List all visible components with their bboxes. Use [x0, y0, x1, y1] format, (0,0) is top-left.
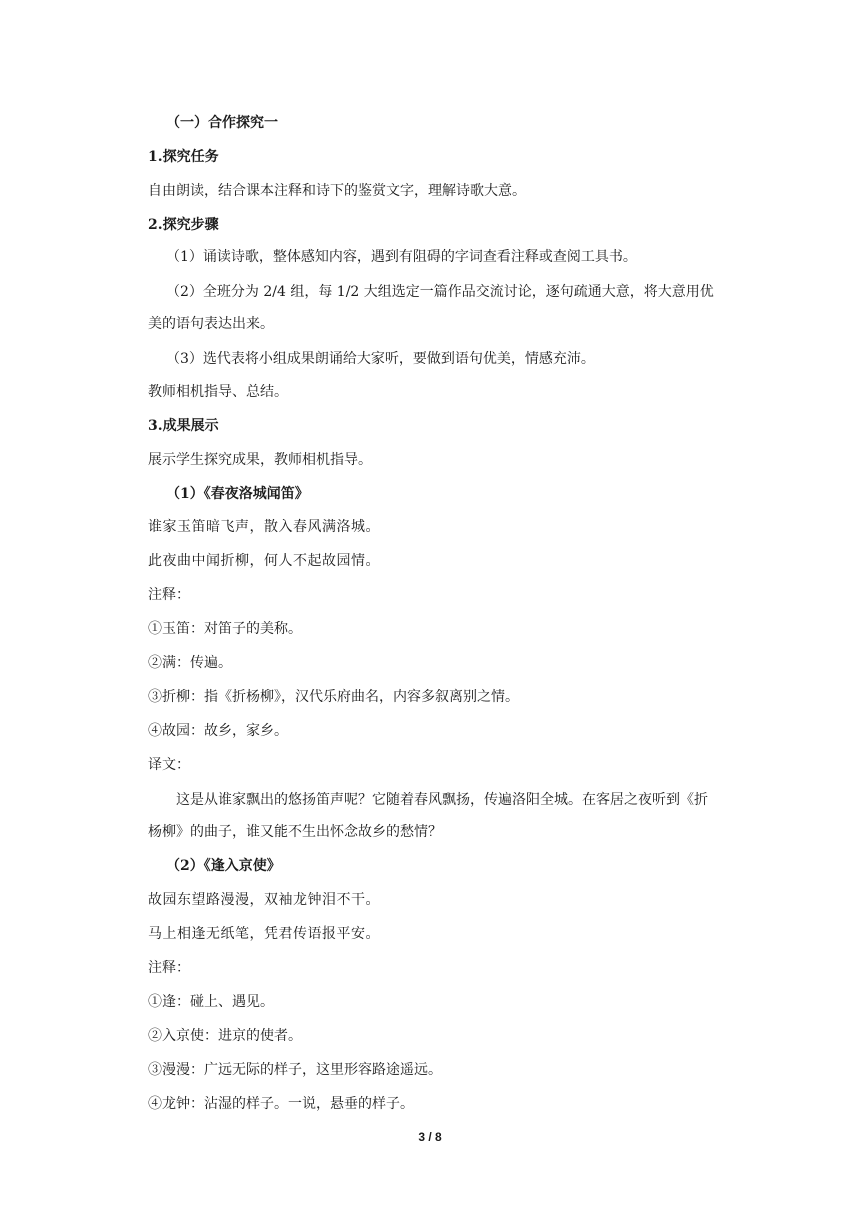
poem1-note-1: ①玉笛：对笛子的美称。 — [148, 621, 302, 637]
poem1-line-2: 此夜曲中闻折柳，何人不起故园情。 — [148, 553, 380, 569]
poem2-title: （2）《逢入京使》 — [166, 858, 281, 874]
poem2-note-2: ②入京使：进京的使者。 — [148, 1028, 302, 1044]
step-2: （2）全班分为 2/4 组，每 1/2 大组选定一篇作品交流讨论，逐句疏通大意，将大意用优美的语句表达出来。 — [148, 284, 714, 332]
results-heading: 3.成果展示 — [148, 418, 219, 434]
results-text: 展示学生探究成果，教师相机指导。 — [148, 452, 372, 468]
poem1-note-2: ②满：传遍。 — [148, 655, 232, 671]
task-text: 自由朗读，结合课本注释和诗下的鉴赏文字，理解诗歌大意。 — [148, 183, 526, 199]
poem2-note-3: ③漫漫：广远无际的样子，这里形容路途遥远。 — [148, 1062, 442, 1078]
poem1-translation: 这是从谁家飘出的悠扬笛声呢？它随着春风飘扬，传遍洛阳全城。在客居之夜听到《折杨柳》的曲子，谁又能不生出怀念故乡的愁情？ — [148, 792, 708, 840]
poem1-note-3: ③折柳：指《折杨柳》，汉代乐府曲名，内容多叙离别之情。 — [148, 689, 519, 705]
poem2-line-1: 故园东望路漫漫，双袖龙钟泪不干。 — [148, 892, 380, 908]
poem2-note-1: ①逢：碰上、遇见。 — [148, 994, 274, 1010]
step-1: （1）诵读诗歌，整体感知内容，遇到有阻碍的字词查看注释或查阅工具书。 — [166, 249, 637, 265]
poem2-line-2: 马上相逢无纸笔，凭君传语报平安。 — [148, 926, 380, 942]
task-heading: 1.探究任务 — [148, 149, 219, 165]
poem1-title: （1）《春夜洛城闻笛》 — [166, 486, 309, 502]
step-3: （3）选代表将小组成果朗诵给大家听，要做到语句优美，情感充沛。 — [166, 351, 595, 367]
poem1-translation-label: 译文： — [148, 757, 190, 773]
teacher-note: 教师相机指导、总结。 — [148, 384, 288, 400]
poem2-notes-label: 注释： — [148, 960, 190, 976]
poem2-note-4: ④龙钟：沾湿的样子。一说，悬垂的样子。 — [148, 1096, 414, 1112]
poem1-note-4: ④故园：故乡，家乡。 — [148, 723, 288, 739]
section-heading: （一）合作探究一 — [166, 115, 278, 131]
poem1-notes-label: 注释： — [148, 587, 190, 603]
page-number: 3 / 8 — [418, 1130, 442, 1144]
poem1-line-1: 谁家玉笛暗飞声，散入春风满洛城。 — [148, 519, 380, 535]
steps-heading: 2.探究步骤 — [148, 217, 219, 233]
